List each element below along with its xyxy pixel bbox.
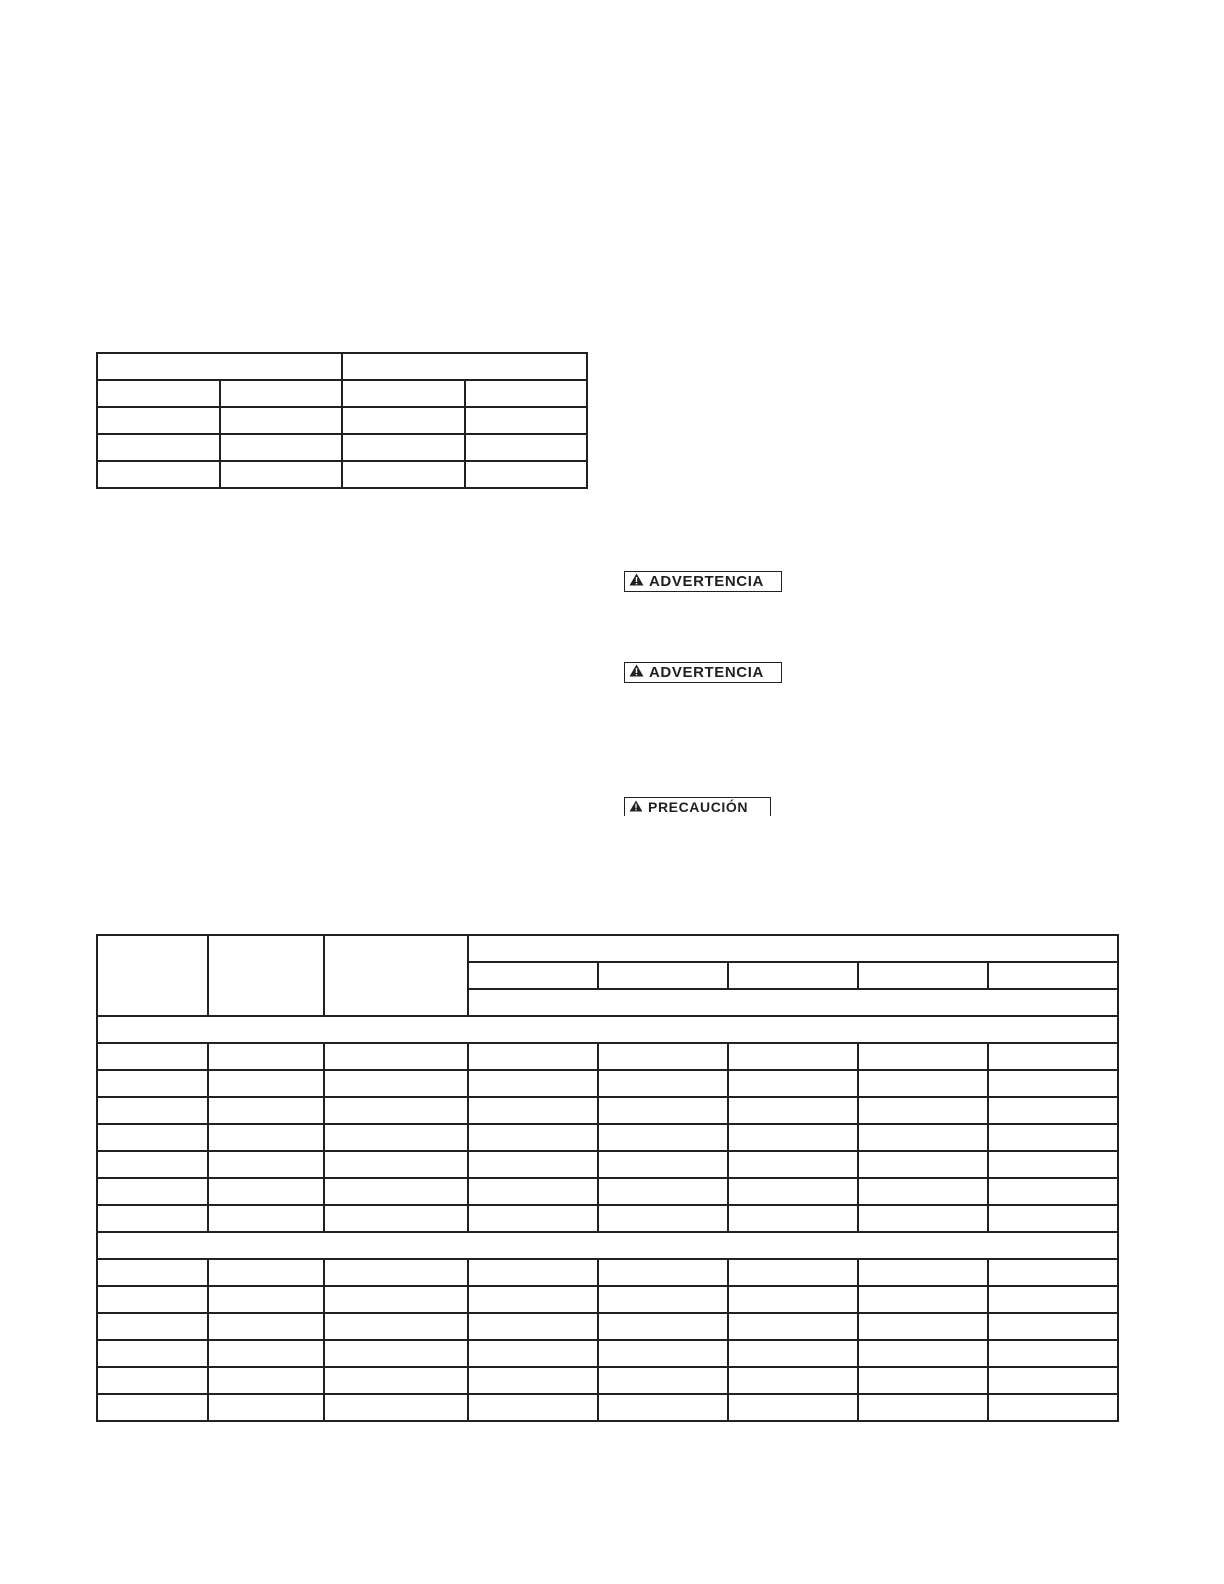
- table-cell: [468, 1151, 598, 1178]
- table-cell: [728, 962, 858, 989]
- table-cell: [468, 962, 598, 989]
- warning-label: [624, 662, 782, 683]
- table-cell: [598, 1313, 728, 1340]
- table-subheader-row: [97, 380, 587, 407]
- table-row: [97, 434, 587, 461]
- table-section-cell: [97, 1016, 1118, 1043]
- table-cell: [988, 1313, 1118, 1340]
- table-cell: [324, 1070, 468, 1097]
- table-cell: [728, 1097, 858, 1124]
- table-cell: [988, 1151, 1118, 1178]
- table-cell: [728, 1367, 858, 1394]
- table-cell: [858, 1340, 988, 1367]
- table-cell: [465, 461, 588, 488]
- small-spec-table: [96, 352, 588, 489]
- table-cell: [208, 1340, 324, 1367]
- table-cell: [342, 461, 465, 488]
- warning-label-text: ADVERTENCIA: [649, 664, 764, 681]
- table-cell: [208, 1313, 324, 1340]
- table-cell: [97, 1340, 208, 1367]
- table-cell: [97, 1259, 208, 1286]
- table-cell: [97, 1394, 208, 1421]
- table-row: [97, 1043, 1118, 1070]
- table-header-cell: [97, 353, 342, 380]
- table-cell: [324, 1367, 468, 1394]
- table-cell: [468, 1340, 598, 1367]
- table-cell: [728, 1340, 858, 1367]
- table-cell: [220, 407, 343, 434]
- table-cell: [858, 1286, 988, 1313]
- table-cell: [988, 1367, 1118, 1394]
- table-cell: [598, 1070, 728, 1097]
- table-cell: [988, 1070, 1118, 1097]
- table-row: [97, 1070, 1118, 1097]
- table-row: [97, 1340, 1118, 1367]
- table-cell: [598, 1043, 728, 1070]
- warning-label-text: ADVERTENCIA: [649, 573, 764, 590]
- table-section-row: [97, 1016, 1118, 1043]
- table-cell: [468, 1394, 598, 1421]
- table-cell: [598, 1151, 728, 1178]
- table-cell: [728, 1394, 858, 1421]
- table-cell: [598, 1340, 728, 1367]
- table-row: [97, 1151, 1118, 1178]
- table-cell: [858, 1151, 988, 1178]
- table-cell: [468, 1205, 598, 1232]
- table-cell: [988, 962, 1118, 989]
- table-cell: [728, 1178, 858, 1205]
- table-cell: [208, 1097, 324, 1124]
- table-cell: [208, 1286, 324, 1313]
- table-cell: [858, 1043, 988, 1070]
- table-cell: [324, 1124, 468, 1151]
- table-header-cell: [324, 935, 468, 1016]
- table-cell: [858, 1205, 988, 1232]
- table-cell: [728, 1259, 858, 1286]
- table-header-cell: [342, 353, 587, 380]
- table-cell: [858, 1313, 988, 1340]
- table-cell: [598, 1286, 728, 1313]
- warning-triangle-icon: [629, 799, 643, 815]
- table-cell: [97, 1124, 208, 1151]
- table-cell: [465, 407, 588, 434]
- table-cell: [342, 380, 465, 407]
- table-cell: [858, 1394, 988, 1421]
- table-cell: [324, 1286, 468, 1313]
- table-cell: [468, 1070, 598, 1097]
- table-cell: [858, 1178, 988, 1205]
- table-cell: [988, 1178, 1118, 1205]
- table-cell: [208, 1259, 324, 1286]
- table-cell: [97, 461, 220, 488]
- table-cell: [324, 1205, 468, 1232]
- table-cell: [208, 1124, 324, 1151]
- table-cell: [97, 1205, 208, 1232]
- table-cell: [468, 1259, 598, 1286]
- table-cell: [324, 1259, 468, 1286]
- table-cell: [858, 1070, 988, 1097]
- table-cell: [598, 1124, 728, 1151]
- table-cell: [208, 1367, 324, 1394]
- warning-label: [624, 571, 782, 592]
- table-cell: [208, 1043, 324, 1070]
- table-header-cell: [468, 935, 1118, 962]
- table-cell: [728, 1313, 858, 1340]
- table-cell: [728, 1151, 858, 1178]
- table-cell: [728, 1043, 858, 1070]
- table-cell: [468, 1178, 598, 1205]
- table-cell: [97, 1313, 208, 1340]
- table-cell: [468, 1124, 598, 1151]
- table-cell: [97, 1151, 208, 1178]
- table-cell: [220, 461, 343, 488]
- table-cell: [468, 1367, 598, 1394]
- table-row: [97, 1394, 1118, 1421]
- table-cell: [468, 1313, 598, 1340]
- table-cell: [324, 1340, 468, 1367]
- table-cell: [324, 1394, 468, 1421]
- table-cell: [97, 434, 220, 461]
- caution-label-text: PRECAUCIÓN: [648, 799, 749, 815]
- table-cell: [97, 1178, 208, 1205]
- table-row: [97, 461, 587, 488]
- table-cell: [465, 434, 588, 461]
- table-header-cell: [97, 935, 208, 1016]
- table-row: [97, 407, 587, 434]
- table-cell: [728, 1124, 858, 1151]
- table-section-row: [97, 1232, 1118, 1259]
- table-header-row: [97, 353, 587, 380]
- table-row: [97, 1097, 1118, 1124]
- table-cell: [988, 1286, 1118, 1313]
- table-row: [97, 1313, 1118, 1340]
- table-cell: [598, 962, 728, 989]
- table-cell: [465, 380, 588, 407]
- table-header-cell: [208, 935, 324, 1016]
- table-cell: [208, 1178, 324, 1205]
- table-cell: [988, 1124, 1118, 1151]
- large-spec-table: [96, 934, 1119, 1422]
- table-cell: [342, 434, 465, 461]
- table-row: [97, 1259, 1118, 1286]
- table-cell: [468, 1097, 598, 1124]
- table-cell: [728, 1070, 858, 1097]
- table-cell: [858, 1259, 988, 1286]
- table-cell: [220, 434, 343, 461]
- table-row: [97, 1286, 1118, 1313]
- table-cell: [97, 1367, 208, 1394]
- table-cell: [324, 1151, 468, 1178]
- table-header-row: [97, 935, 1118, 962]
- table-cell: [988, 1259, 1118, 1286]
- table-cell: [598, 1259, 728, 1286]
- table-cell: [324, 1178, 468, 1205]
- table-row: [97, 1178, 1118, 1205]
- warning-triangle-icon: [629, 573, 644, 590]
- table-cell: [97, 1070, 208, 1097]
- table-cell: [988, 1340, 1118, 1367]
- table-cell: [97, 1286, 208, 1313]
- table-cell: [324, 1043, 468, 1070]
- table-cell: [468, 1286, 598, 1313]
- table-row: [97, 1205, 1118, 1232]
- table-cell: [598, 1205, 728, 1232]
- table-cell: [988, 1394, 1118, 1421]
- table-cell: [208, 1070, 324, 1097]
- table-cell: [598, 1394, 728, 1421]
- table-cell: [97, 1043, 208, 1070]
- table-cell: [208, 1205, 324, 1232]
- table-cell: [858, 1097, 988, 1124]
- table-row: [97, 1367, 1118, 1394]
- table-cell: [97, 380, 220, 407]
- table-cell: [208, 1394, 324, 1421]
- warning-triangle-icon: [629, 664, 644, 681]
- table-section-cell: [97, 1232, 1118, 1259]
- table-cell: [858, 962, 988, 989]
- caution-label: [624, 797, 771, 816]
- table-cell: [208, 1151, 324, 1178]
- table-header-cell: [468, 989, 1118, 1016]
- table-cell: [468, 1043, 598, 1070]
- table-cell: [324, 1097, 468, 1124]
- table-cell: [988, 1205, 1118, 1232]
- table-cell: [342, 407, 465, 434]
- table-cell: [220, 380, 343, 407]
- table-cell: [97, 1097, 208, 1124]
- table-cell: [728, 1286, 858, 1313]
- table-cell: [988, 1043, 1118, 1070]
- table-cell: [858, 1124, 988, 1151]
- table-cell: [598, 1178, 728, 1205]
- table-cell: [728, 1205, 858, 1232]
- table-cell: [598, 1367, 728, 1394]
- table-row: [97, 1124, 1118, 1151]
- table-cell: [97, 407, 220, 434]
- table-cell: [858, 1367, 988, 1394]
- table-cell: [988, 1097, 1118, 1124]
- table-cell: [324, 1313, 468, 1340]
- table-cell: [598, 1097, 728, 1124]
